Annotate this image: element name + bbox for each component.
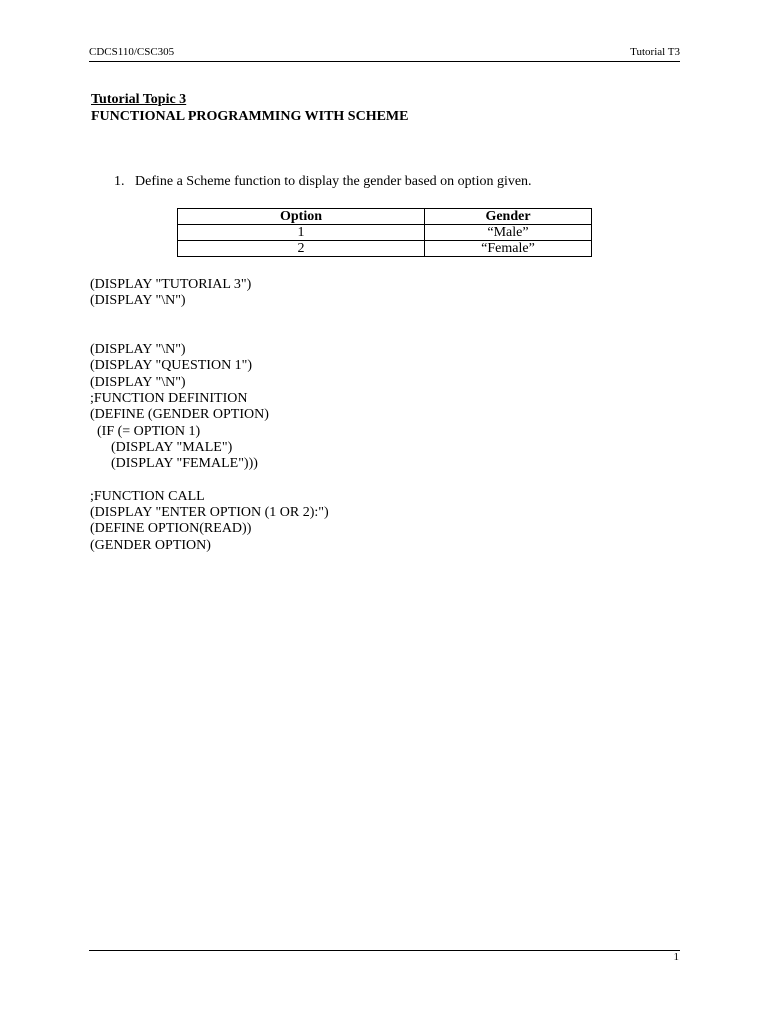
column-header-option: Option [178, 209, 425, 225]
code-line: (DISPLAY "FEMALE"))) [90, 456, 258, 472]
scheme-code-block [90, 277, 329, 554]
code-line: (DISPLAY "MALE") [90, 439, 233, 455]
table-cell-gender: “Male” [425, 225, 592, 241]
code-line: (IF (= OPTION 1) [90, 423, 201, 439]
code-line: (DEFINE OPTION(READ)) [90, 521, 252, 537]
question-1 [114, 174, 532, 190]
code-line: (DISPLAY "ENTER OPTION (1 OR 2):") [90, 505, 329, 521]
tutorial-label: Tutorial T3 [630, 46, 680, 58]
page-header [89, 46, 680, 62]
table-row [178, 225, 592, 241]
code-comment: ;FUNCTION DEFINITION [90, 391, 248, 407]
code-line: (DEFINE (GENDER OPTION) [90, 407, 269, 423]
column-header-gender: Gender [425, 209, 592, 225]
footer-divider [89, 950, 680, 951]
code-comment: ;FUNCTION CALL [90, 488, 205, 504]
question-text: Define a Scheme function to display the gender based on option given. [135, 174, 532, 189]
option-gender-table [177, 208, 592, 257]
code-line: (DISPLAY "\N") [90, 374, 186, 390]
code-line: (DISPLAY "QUESTION 1") [90, 358, 253, 374]
course-code: CDCS110/CSC305 [89, 46, 175, 58]
code-line: (DISPLAY "TUTORIAL 3") [90, 277, 252, 292]
table-cell-option: 2 [178, 241, 425, 257]
topic-title: FUNCTIONAL PROGRAMMING WITH SCHEME [91, 109, 409, 124]
table-cell-gender: “Female” [425, 241, 592, 257]
table-cell-option: 1 [178, 225, 425, 241]
code-line: (DISPLAY "\N") [90, 342, 186, 358]
code-line: (DISPLAY "\N") [90, 293, 186, 309]
code-line: (GENDER OPTION) [90, 537, 211, 553]
table-header-row [178, 209, 592, 225]
table-row [178, 241, 592, 257]
header-divider [89, 61, 680, 62]
page-number: 1 [673, 951, 679, 963]
tutorial-topic: Tutorial Topic 3 [91, 92, 187, 107]
question-number: 1. [114, 174, 125, 189]
